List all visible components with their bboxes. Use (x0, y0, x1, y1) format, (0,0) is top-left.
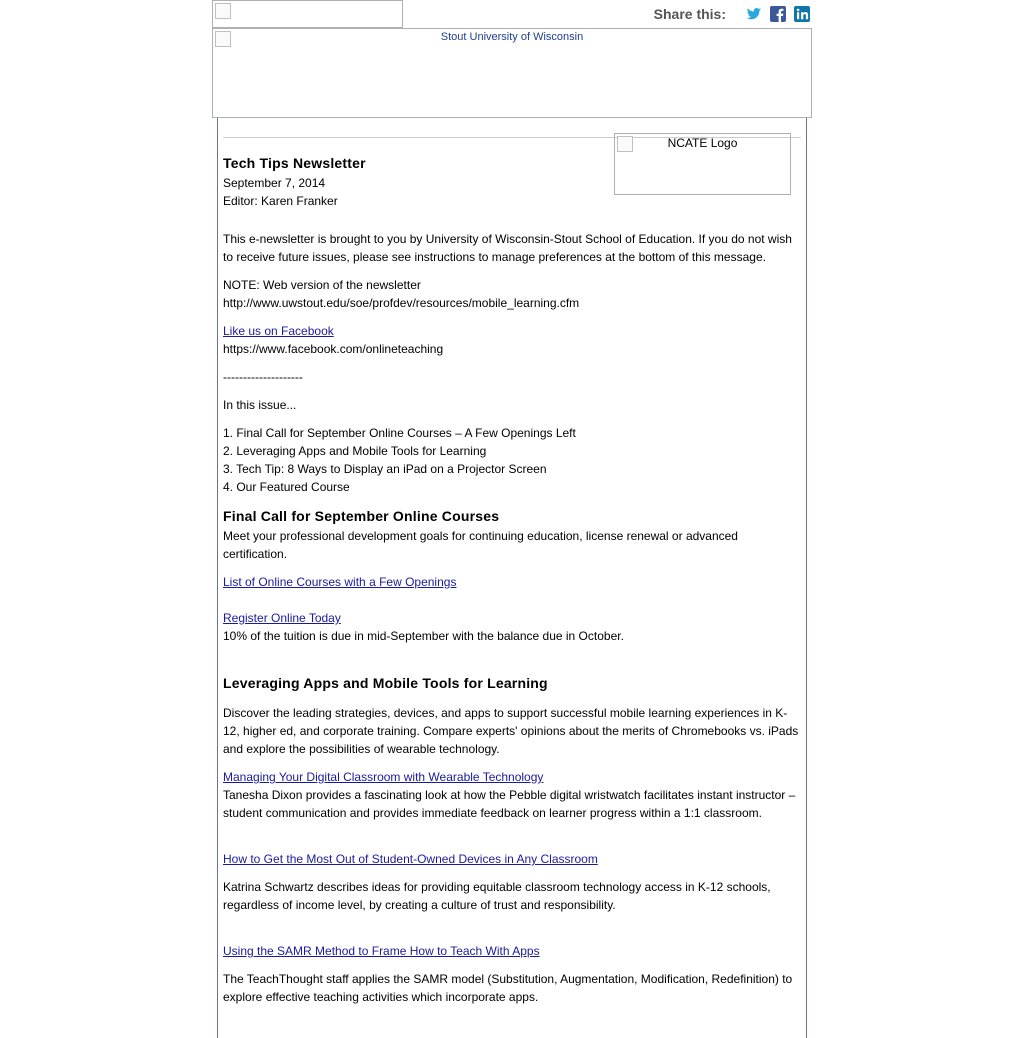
facebook-icon[interactable] (770, 6, 786, 22)
register-online-link[interactable]: Register Online Today (223, 611, 341, 625)
intro-paragraph: This e-newsletter is brought to you by University of Wisconsin-Stout School of Education. If you do not wish to receive future issues, please see instructions to manage preferences at the bottom of this message. (223, 232, 792, 264)
banner-alt-text: Stout University of Wisconsin (440, 31, 584, 43)
newsletter-body (217, 118, 807, 1038)
newsletter-date: September 7, 2014 (223, 176, 326, 190)
samr-method-link[interactable]: Using the SAMR Method to Frame How to Teach With Apps (223, 944, 540, 958)
article-description: Katrina Schwartz describes ideas for providing equitable classroom technology access in K-12 schools, regardless of income level, by creating a culture of trust and responsibility. (223, 880, 771, 912)
top-bar (212, 0, 812, 28)
ncate-logo-image (614, 133, 791, 195)
issue-item: 2. Leveraging Apps and Mobile Tools for Learning (223, 444, 487, 458)
issue-item: 1. Final Call for September Online Courses – A Few Openings Left (223, 426, 576, 440)
online-courses-link[interactable]: List of Online Courses with a Few Openings (223, 575, 457, 589)
newsletter-title: Tech Tips Newsletter (223, 155, 366, 171)
newsletter-editor: Editor: Karen Franker (223, 194, 338, 208)
article-description: The TeachThought staff applies the SAMR model (Substitution, Augmentation, Modification, Redefinition) to explore effective teaching activities which incorporate apps. (223, 972, 793, 1004)
section-paragraph: Meet your professional development goals for continuing education, license renewal or advanced certification. (223, 529, 738, 561)
section-heading-final-call: Final Call for September Online Courses (223, 508, 500, 524)
section-paragraph: Discover the leading strategies, devices, and apps to support successful mobile learning experiences in K-12, higher ed, and corporate training. Compare experts' opinions about the merits of Chromebooks vs. iPads and explore the possibilities of wearable technology. (223, 706, 799, 756)
facebook-url: https://www.facebook.com/onlineteaching (223, 342, 444, 356)
web-version-note: NOTE: Web version of the newsletter (223, 278, 421, 292)
issue-item: 4. Our Featured Course (223, 480, 350, 494)
web-version-url: http://www.uwstout.edu/soe/profdev/resources/mobile_learning.cfm (223, 296, 580, 310)
banner-image (212, 28, 812, 118)
share-label: Share this: (653, 6, 726, 22)
ncate-logo-alt: NCATE Logo (667, 136, 738, 150)
article-description: Tanesha Dixon provides a fascinating look at how the Pebble digital wristwatch facilitates instant instructor –student communication and provides immediate feedback on learner progress within a 1:1 classroom. (223, 788, 796, 820)
facebook-link[interactable]: Like us on Facebook (223, 324, 334, 338)
twitter-icon[interactable] (746, 6, 762, 22)
header-logo-image (212, 0, 403, 28)
section-heading-leveraging-apps: Leveraging Apps and Mobile Tools for Learning (223, 675, 548, 691)
tuition-note: 10% of the tuition is due in mid-September with the balance due in October. (223, 629, 624, 643)
broken-image-icon (215, 3, 231, 19)
share-bar (654, 6, 810, 22)
student-owned-devices-link[interactable]: How to Get the Most Out of Student-Owned Devices in Any Classroom (223, 852, 598, 866)
in-this-issue-label: In this issue... (223, 398, 297, 412)
issue-item: 3. Tech Tip: 8 Ways to Display an iPad on a Projector Screen (223, 462, 547, 476)
wearable-technology-link[interactable]: Managing Your Digital Classroom with Wearable Technology (223, 770, 544, 784)
linkedin-icon[interactable] (794, 6, 810, 22)
separator-line: -------------------- (223, 370, 303, 384)
